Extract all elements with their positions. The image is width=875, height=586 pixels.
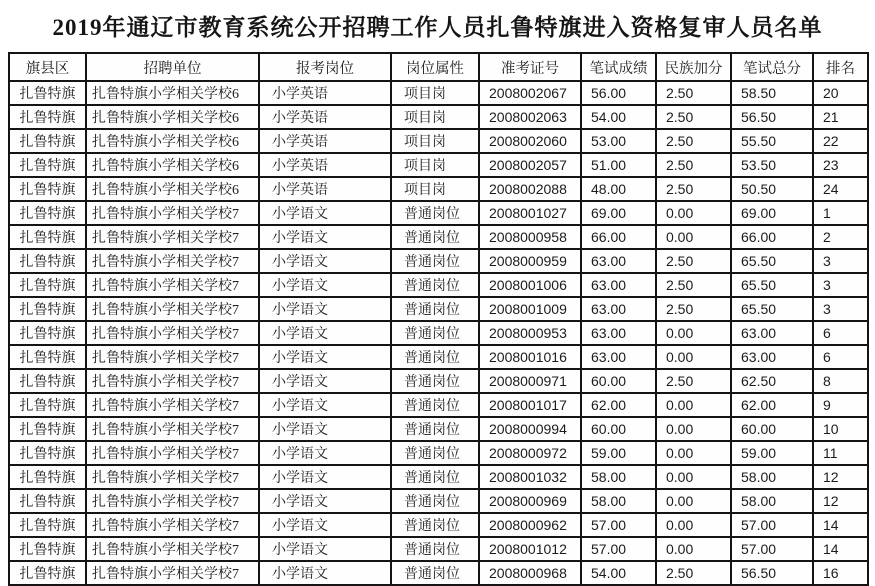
cell-employer: 扎鲁特旗小学相关学校6: [86, 105, 259, 129]
cell-post-type: 普通岗位: [391, 345, 479, 369]
cell-ethnic-bonus: 2.50: [656, 105, 731, 129]
table-row: [9, 465, 868, 489]
cell-post-type: 普通岗位: [391, 489, 479, 513]
cell-employer: 扎鲁特旗小学相关学校7: [86, 273, 259, 297]
table-row: [9, 393, 868, 417]
cell-ticket-number: 2008002063: [479, 105, 581, 129]
cell-ticket-number: 2008000994: [479, 417, 581, 441]
cell-ticket-number: 2008000969: [479, 489, 581, 513]
cell-written-score: 57.00: [581, 537, 656, 561]
cell-ticket-number: 2008002060: [479, 129, 581, 153]
cell-rank: 3: [813, 249, 868, 273]
cell-post-type: 普通岗位: [391, 513, 479, 537]
cell-rank: 9: [813, 393, 868, 417]
cell-district: 扎鲁特旗: [9, 201, 86, 225]
cell-written-score: 56.00: [581, 81, 656, 105]
cell-total-score: 63.00: [731, 321, 813, 345]
header-total-score: 笔试总分: [731, 53, 813, 81]
cell-written-score: 60.00: [581, 417, 656, 441]
cell-total-score: 69.00: [731, 201, 813, 225]
header-row: [9, 53, 868, 81]
header-rank: 排名: [813, 53, 868, 81]
cell-rank: 14: [813, 513, 868, 537]
cell-rank: 12: [813, 465, 868, 489]
cell-rank: 23: [813, 153, 868, 177]
table-row: [9, 225, 868, 249]
cell-position: 小学语文: [259, 321, 391, 345]
cell-district: 扎鲁特旗: [9, 105, 86, 129]
cell-rank: 11: [813, 441, 868, 465]
cell-written-score: 58.00: [581, 489, 656, 513]
cell-district: 扎鲁特旗: [9, 369, 86, 393]
cell-rank: 14: [813, 537, 868, 561]
cell-post-type: 普通岗位: [391, 201, 479, 225]
cell-total-score: 65.50: [731, 273, 813, 297]
cell-employer: 扎鲁特旗小学相关学校7: [86, 441, 259, 465]
table-row: [9, 321, 868, 345]
cell-rank: 3: [813, 297, 868, 321]
cell-written-score: 63.00: [581, 345, 656, 369]
table-row: [9, 201, 868, 225]
cell-ethnic-bonus: 0.00: [656, 201, 731, 225]
cell-position: 小学语文: [259, 249, 391, 273]
cell-position: 小学语文: [259, 537, 391, 561]
cell-ticket-number: 2008001027: [479, 201, 581, 225]
cell-ticket-number: 2008000962: [479, 513, 581, 537]
cell-district: 扎鲁特旗: [9, 225, 86, 249]
cell-ticket-number: 2008002057: [479, 153, 581, 177]
cell-total-score: 66.00: [731, 225, 813, 249]
cell-employer: 扎鲁特旗小学相关学校6: [86, 153, 259, 177]
cell-district: 扎鲁特旗: [9, 489, 86, 513]
cell-employer: 扎鲁特旗小学相关学校6: [86, 129, 259, 153]
cell-district: 扎鲁特旗: [9, 513, 86, 537]
cell-ticket-number: 2008000972: [479, 441, 581, 465]
table-row: [9, 273, 868, 297]
cell-ticket-number: 2008000953: [479, 321, 581, 345]
cell-total-score: 59.00: [731, 441, 813, 465]
cell-written-score: 63.00: [581, 249, 656, 273]
cell-employer: 扎鲁特旗小学相关学校6: [86, 81, 259, 105]
cell-district: 扎鲁特旗: [9, 321, 86, 345]
cell-ethnic-bonus: 2.50: [656, 297, 731, 321]
cell-ticket-number: 2008000959: [479, 249, 581, 273]
table-row: [9, 489, 868, 513]
cell-ticket-number: 2008000968: [479, 561, 581, 585]
roster-table-body: [9, 81, 868, 585]
cell-total-score: 63.00: [731, 345, 813, 369]
cell-ethnic-bonus: 2.50: [656, 249, 731, 273]
cell-employer: 扎鲁特旗小学相关学校7: [86, 345, 259, 369]
table-row: [9, 81, 868, 105]
cell-ethnic-bonus: 2.50: [656, 273, 731, 297]
cell-ethnic-bonus: 0.00: [656, 345, 731, 369]
cell-total-score: 55.50: [731, 129, 813, 153]
cell-total-score: 50.50: [731, 177, 813, 201]
cell-employer: 扎鲁特旗小学相关学校7: [86, 369, 259, 393]
cell-ethnic-bonus: 2.50: [656, 177, 731, 201]
cell-rank: 16: [813, 561, 868, 585]
cell-position: 小学语文: [259, 561, 391, 585]
header-ethnic-bonus: 民族加分: [656, 53, 731, 81]
cell-ethnic-bonus: 2.50: [656, 153, 731, 177]
cell-ethnic-bonus: 2.50: [656, 369, 731, 393]
cell-employer: 扎鲁特旗小学相关学校7: [86, 297, 259, 321]
cell-ticket-number: 2008000958: [479, 225, 581, 249]
cell-ethnic-bonus: 0.00: [656, 537, 731, 561]
table-row: [9, 441, 868, 465]
cell-ethnic-bonus: 0.00: [656, 225, 731, 249]
cell-employer: 扎鲁特旗小学相关学校7: [86, 561, 259, 585]
cell-position: 小学语文: [259, 273, 391, 297]
cell-post-type: 普通岗位: [391, 393, 479, 417]
cell-written-score: 48.00: [581, 177, 656, 201]
cell-employer: 扎鲁特旗小学相关学校6: [86, 177, 259, 201]
cell-rank: 24: [813, 177, 868, 201]
cell-ethnic-bonus: 0.00: [656, 465, 731, 489]
cell-total-score: 56.50: [731, 105, 813, 129]
cell-employer: 扎鲁特旗小学相关学校7: [86, 201, 259, 225]
cell-district: 扎鲁特旗: [9, 345, 86, 369]
cell-post-type: 普通岗位: [391, 417, 479, 441]
header-district: 旗县区: [9, 53, 86, 81]
cell-district: 扎鲁特旗: [9, 297, 86, 321]
cell-position: 小学语文: [259, 345, 391, 369]
cell-total-score: 53.50: [731, 153, 813, 177]
cell-employer: 扎鲁特旗小学相关学校7: [86, 417, 259, 441]
cell-written-score: 63.00: [581, 321, 656, 345]
cell-total-score: 56.50: [731, 561, 813, 585]
cell-rank: 6: [813, 345, 868, 369]
cell-position: 小学语文: [259, 417, 391, 441]
header-employer: 招聘单位: [86, 53, 259, 81]
cell-position: 小学语文: [259, 297, 391, 321]
table-row: [9, 561, 868, 585]
cell-ethnic-bonus: 0.00: [656, 513, 731, 537]
table-row: [9, 417, 868, 441]
cell-rank: 22: [813, 129, 868, 153]
cell-total-score: 58.00: [731, 489, 813, 513]
header-written-score: 笔试成绩: [581, 53, 656, 81]
cell-written-score: 63.00: [581, 297, 656, 321]
cell-total-score: 57.00: [731, 537, 813, 561]
table-row: [9, 369, 868, 393]
cell-post-type: 普通岗位: [391, 537, 479, 561]
cell-district: 扎鲁特旗: [9, 81, 86, 105]
cell-post-type: 项目岗: [391, 177, 479, 201]
cell-total-score: 65.50: [731, 249, 813, 273]
table-row: [9, 153, 868, 177]
cell-post-type: 普通岗位: [391, 297, 479, 321]
roster-table: [8, 52, 869, 586]
cell-rank: 1: [813, 201, 868, 225]
cell-position: 小学语文: [259, 489, 391, 513]
cell-ethnic-bonus: 0.00: [656, 321, 731, 345]
cell-post-type: 普通岗位: [391, 561, 479, 585]
cell-rank: 12: [813, 489, 868, 513]
cell-total-score: 62.00: [731, 393, 813, 417]
cell-district: 扎鲁特旗: [9, 177, 86, 201]
cell-ticket-number: 2008001017: [479, 393, 581, 417]
cell-rank: 21: [813, 105, 868, 129]
cell-rank: 2: [813, 225, 868, 249]
cell-rank: 6: [813, 321, 868, 345]
cell-district: 扎鲁特旗: [9, 465, 86, 489]
cell-ticket-number: 2008001016: [479, 345, 581, 369]
table-row: [9, 249, 868, 273]
cell-written-score: 60.00: [581, 369, 656, 393]
cell-position: 小学语文: [259, 513, 391, 537]
cell-post-type: 普通岗位: [391, 465, 479, 489]
cell-district: 扎鲁特旗: [9, 273, 86, 297]
cell-total-score: 58.50: [731, 81, 813, 105]
cell-employer: 扎鲁特旗小学相关学校7: [86, 393, 259, 417]
cell-position: 小学语文: [259, 201, 391, 225]
cell-post-type: 普通岗位: [391, 225, 479, 249]
table-row: [9, 537, 868, 561]
cell-written-score: 59.00: [581, 441, 656, 465]
cell-district: 扎鲁特旗: [9, 393, 86, 417]
cell-written-score: 69.00: [581, 201, 656, 225]
cell-post-type: 项目岗: [391, 153, 479, 177]
cell-post-type: 普通岗位: [391, 249, 479, 273]
cell-rank: 8: [813, 369, 868, 393]
cell-position: 小学英语: [259, 105, 391, 129]
cell-position: 小学英语: [259, 129, 391, 153]
cell-total-score: 60.00: [731, 417, 813, 441]
cell-district: 扎鲁特旗: [9, 537, 86, 561]
cell-rank: 3: [813, 273, 868, 297]
cell-written-score: 54.00: [581, 561, 656, 585]
cell-district: 扎鲁特旗: [9, 417, 86, 441]
table-row: [9, 105, 868, 129]
cell-post-type: 普通岗位: [391, 321, 479, 345]
cell-ethnic-bonus: 0.00: [656, 417, 731, 441]
cell-ticket-number: 2008001032: [479, 465, 581, 489]
cell-ethnic-bonus: 0.00: [656, 393, 731, 417]
cell-total-score: 57.00: [731, 513, 813, 537]
cell-post-type: 项目岗: [391, 81, 479, 105]
cell-written-score: 66.00: [581, 225, 656, 249]
table-row: [9, 129, 868, 153]
cell-ticket-number: 2008001012: [479, 537, 581, 561]
cell-written-score: 57.00: [581, 513, 656, 537]
cell-post-type: 普通岗位: [391, 273, 479, 297]
cell-written-score: 63.00: [581, 273, 656, 297]
cell-employer: 扎鲁特旗小学相关学校7: [86, 465, 259, 489]
cell-position: 小学语文: [259, 369, 391, 393]
cell-employer: 扎鲁特旗小学相关学校7: [86, 321, 259, 345]
cell-ticket-number: 2008000971: [479, 369, 581, 393]
cell-district: 扎鲁特旗: [9, 153, 86, 177]
cell-post-type: 项目岗: [391, 105, 479, 129]
cell-ticket-number: 2008001009: [479, 297, 581, 321]
table-row: [9, 177, 868, 201]
cell-position: 小学语文: [259, 441, 391, 465]
cell-employer: 扎鲁特旗小学相关学校7: [86, 513, 259, 537]
header-position: 报考岗位: [259, 53, 391, 81]
cell-position: 小学语文: [259, 225, 391, 249]
cell-position: 小学英语: [259, 177, 391, 201]
cell-ethnic-bonus: 0.00: [656, 441, 731, 465]
cell-written-score: 53.00: [581, 129, 656, 153]
header-post-type: 岗位属性: [391, 53, 479, 81]
cell-district: 扎鲁特旗: [9, 249, 86, 273]
cell-ticket-number: 2008001006: [479, 273, 581, 297]
page-title: 2019年通辽市教育系统公开招聘工作人员扎鲁特旗进入资格复审人员名单: [52, 15, 823, 40]
cell-total-score: 65.50: [731, 297, 813, 321]
cell-district: 扎鲁特旗: [9, 561, 86, 585]
header-ticket-number: 准考证号: [479, 53, 581, 81]
cell-employer: 扎鲁特旗小学相关学校7: [86, 537, 259, 561]
cell-written-score: 51.00: [581, 153, 656, 177]
cell-employer: 扎鲁特旗小学相关学校7: [86, 489, 259, 513]
cell-written-score: 62.00: [581, 393, 656, 417]
cell-written-score: 54.00: [581, 105, 656, 129]
cell-position: 小学语文: [259, 393, 391, 417]
cell-post-type: 普通岗位: [391, 369, 479, 393]
cell-post-type: 普通岗位: [391, 441, 479, 465]
cell-post-type: 项目岗: [391, 129, 479, 153]
cell-position: 小学英语: [259, 153, 391, 177]
cell-ethnic-bonus: 2.50: [656, 561, 731, 585]
cell-written-score: 58.00: [581, 465, 656, 489]
cell-position: 小学英语: [259, 81, 391, 105]
cell-rank: 10: [813, 417, 868, 441]
table-row: [9, 297, 868, 321]
cell-employer: 扎鲁特旗小学相关学校7: [86, 249, 259, 273]
cell-employer: 扎鲁特旗小学相关学校7: [86, 225, 259, 249]
cell-ticket-number: 2008002067: [479, 81, 581, 105]
cell-district: 扎鲁特旗: [9, 441, 86, 465]
cell-ethnic-bonus: 2.50: [656, 81, 731, 105]
cell-rank: 20: [813, 81, 868, 105]
cell-total-score: 62.50: [731, 369, 813, 393]
cell-position: 小学语文: [259, 465, 391, 489]
table-row: [9, 513, 868, 537]
cell-district: 扎鲁特旗: [9, 129, 86, 153]
cell-total-score: 58.00: [731, 465, 813, 489]
cell-ethnic-bonus: 0.00: [656, 489, 731, 513]
table-row: [9, 345, 868, 369]
cell-ethnic-bonus: 2.50: [656, 129, 731, 153]
cell-ticket-number: 2008002088: [479, 177, 581, 201]
